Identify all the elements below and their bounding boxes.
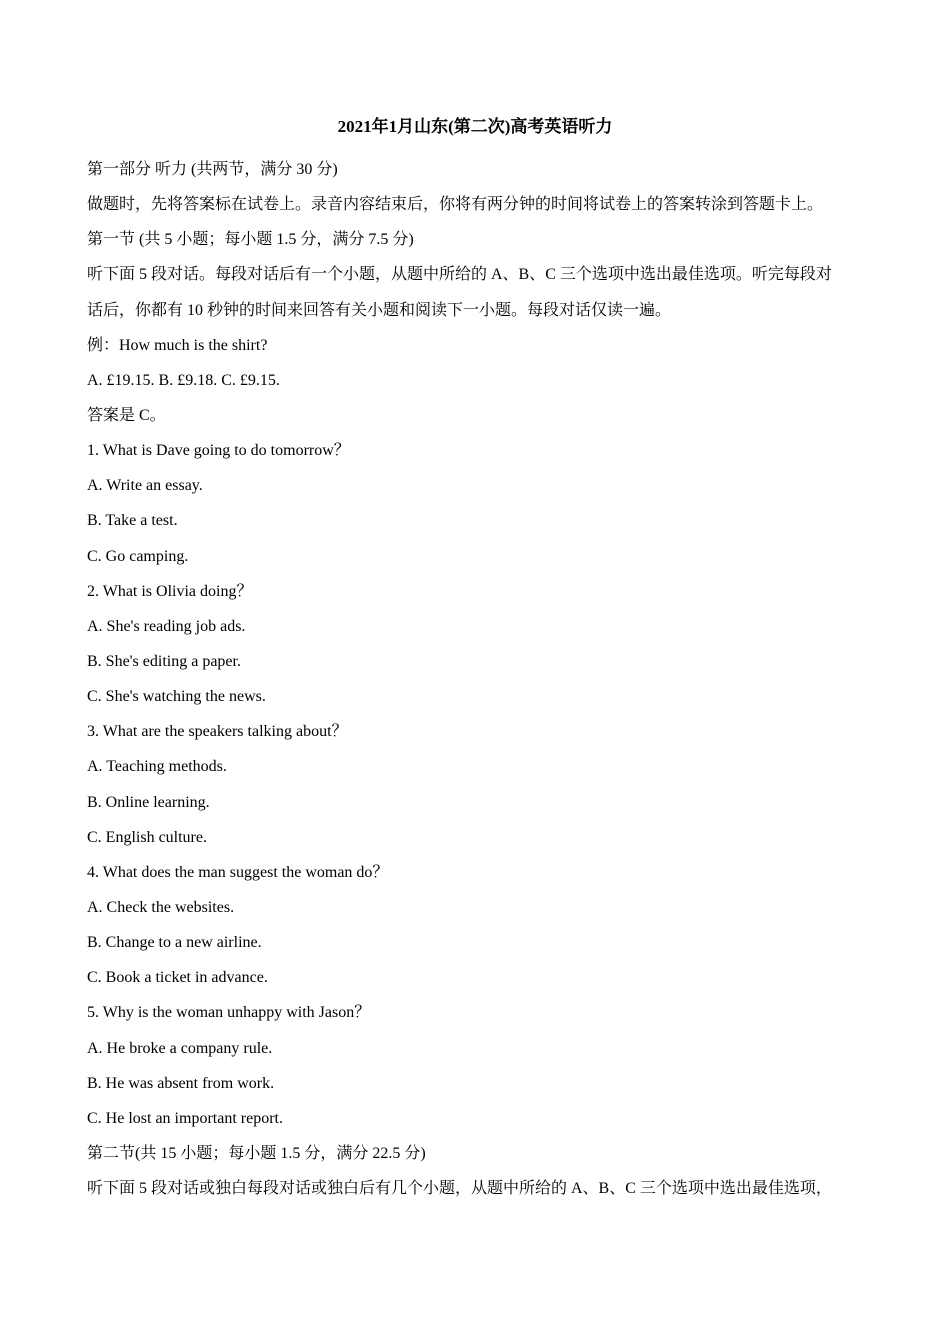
example-answer: 答案是 C。 bbox=[87, 406, 166, 424]
section1-instructions-line1: 听下面 5 段对话。每段对话后有一个小题，从题中所给的 A、B、C 三个选项中选出最佳选项。听完每段对 bbox=[87, 266, 832, 284]
part-heading: 第一部分 听力 (共两节，满分 30 分) bbox=[87, 161, 338, 178]
question-1-option-a: A. Write an essay. bbox=[87, 477, 203, 495]
question-5: 5. Why is the woman unhappy with Jason？ bbox=[87, 1004, 371, 1022]
question-3-option-c: C. English culture. bbox=[87, 828, 207, 846]
question-3: 3. What are the speakers talking about？ bbox=[87, 723, 348, 741]
general-instructions: 做题时，先将答案标在试卷上。录音内容结束后，你将有两分钟的时间将试卷上的答案转涂到答题卡上。 bbox=[87, 196, 824, 214]
question-4: 4. What does the man suggest the woman do？ bbox=[87, 863, 389, 881]
question-2-option-b: B. She's editing a paper. bbox=[87, 652, 241, 670]
section2-instructions: 听下面 5 段对话或独白每段对话或独白后有几个小题，从题中所给的 A、B、C 三个选项中选出最佳选项， bbox=[87, 1180, 832, 1198]
question-4-option-c: C. Book a ticket in advance. bbox=[87, 969, 268, 987]
question-1-option-b: B. Take a test. bbox=[87, 512, 178, 530]
question-3-option-a: A. Teaching methods. bbox=[87, 758, 227, 776]
document-title: 2021年1月山东(第二次)高考英语听力 bbox=[337, 117, 613, 136]
document-body bbox=[87, 152, 867, 1206]
example-options: A. £19.15. B. £9.18. C. £9.15. bbox=[87, 371, 280, 389]
question-5-option-c: C. He lost an important report. bbox=[87, 1109, 283, 1127]
question-2-option-c: C. She's watching the news. bbox=[87, 688, 266, 706]
example-question: 例：How much is the shirt? bbox=[87, 336, 268, 354]
question-1: 1. What is Dave going to do tomorrow？ bbox=[87, 442, 350, 460]
question-5-option-a: A. He broke a company rule. bbox=[87, 1039, 273, 1057]
section1-heading: 第一节 (共 5 小题；每小题 1.5 分，满分 7.5 分) bbox=[87, 231, 414, 249]
question-3-option-b: B. Online learning. bbox=[87, 793, 210, 811]
question-4-option-a: A. Check the websites. bbox=[87, 898, 235, 916]
question-1-option-c: C. Go camping. bbox=[87, 547, 189, 565]
question-2-option-a: A. She's reading job ads. bbox=[87, 617, 246, 635]
question-5-option-b: B. He was absent from work. bbox=[87, 1074, 275, 1092]
section1-instructions-line2: 话后，你都有 10 秒钟的时间来回答有关小题和阅读下一小题。每段对话仅读一遍。 bbox=[87, 301, 672, 319]
section2-heading: 第二节(共 15 小题；每小题 1.5 分，满分 22.5 分) bbox=[87, 1144, 426, 1162]
question-2: 2. What is Olivia doing？ bbox=[87, 582, 253, 600]
question-4-option-b: B. Change to a new airline. bbox=[87, 934, 262, 952]
